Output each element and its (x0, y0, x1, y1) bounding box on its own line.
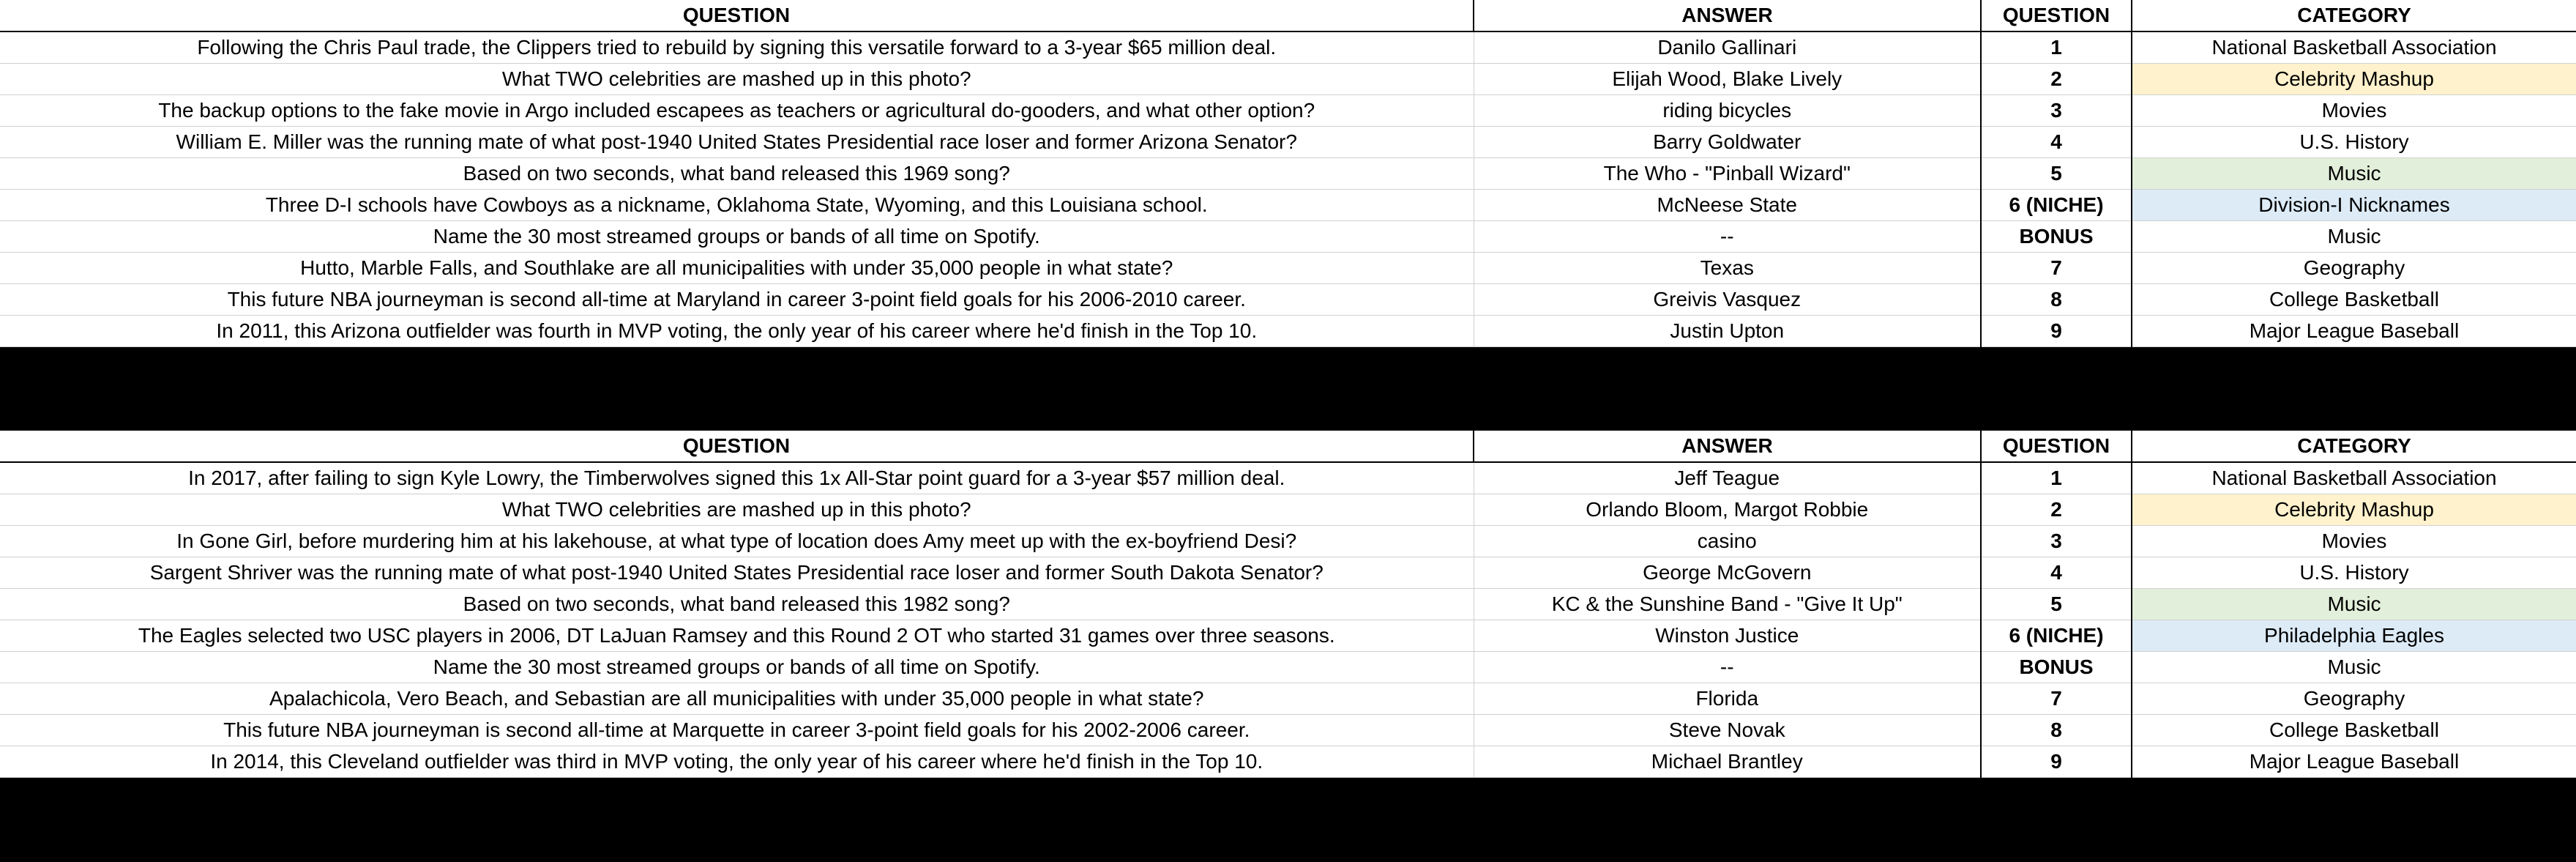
question-number-cell[interactable]: 4 (1981, 557, 2132, 589)
question-cell[interactable]: What TWO celebrities are mashed up in this photo? (0, 494, 1474, 526)
question-number-cell[interactable]: 5 (1981, 158, 2132, 190)
question-number-cell[interactable]: 1 (1981, 31, 2132, 64)
trivia-grid-2 (0, 431, 2576, 778)
question-header[interactable]: QUESTION (0, 0, 1474, 31)
table-row (0, 316, 2576, 347)
category-cell[interactable]: College Basketball (2132, 715, 2576, 746)
question-number-cell[interactable]: 1 (1981, 462, 2132, 494)
question-cell[interactable]: The Eagles selected two USC players in 2006, DT LaJuan Ramsey and this Round 2 OT who started 31 games over three seasons. (0, 620, 1474, 652)
category-cell[interactable]: Major League Baseball (2132, 316, 2576, 347)
question-number-cell[interactable]: 7 (1981, 253, 2132, 284)
question-header[interactable]: QUESTION (0, 431, 1474, 462)
answer-cell[interactable]: casino (1474, 526, 1981, 557)
table-row (0, 127, 2576, 158)
answer-cell[interactable]: McNeese State (1474, 190, 1981, 221)
question-number-cell[interactable]: BONUS (1981, 221, 2132, 253)
answer-cell[interactable]: Orlando Bloom, Margot Robbie (1474, 494, 1981, 526)
question-cell[interactable]: What TWO celebrities are mashed up in this photo? (0, 64, 1474, 95)
answer-cell[interactable]: Greivis Vasquez (1474, 284, 1981, 316)
answer-cell[interactable]: Florida (1474, 683, 1981, 715)
category-cell[interactable]: Geography (2132, 683, 2576, 715)
category-cell[interactable]: Celebrity Mashup (2132, 494, 2576, 526)
table-row (0, 589, 2576, 620)
table-row (0, 652, 2576, 683)
question-number-cell[interactable]: 8 (1981, 284, 2132, 316)
question-number-cell[interactable]: 6 (NICHE) (1981, 620, 2132, 652)
table-row (0, 64, 2576, 95)
question-cell[interactable]: Three D-I schools have Cowboys as a nickname, Oklahoma State, Wyoming, and this Louisiana school. (0, 190, 1474, 221)
table-row (0, 158, 2576, 190)
question-number-cell[interactable]: 4 (1981, 127, 2132, 158)
answer-cell[interactable]: Barry Goldwater (1474, 127, 1981, 158)
question-cell[interactable]: Name the 30 most streamed groups or bands of all time on Spotify. (0, 652, 1474, 683)
question-cell[interactable]: This future NBA journeyman is second all-time at Maryland in career 3-point field goals for his 2006-2010 career. (0, 284, 1474, 316)
answer-cell[interactable]: KC & the Sunshine Band - "Give It Up" (1474, 589, 1981, 620)
category-cell[interactable]: Music (2132, 652, 2576, 683)
table-body-2 (0, 462, 2576, 778)
category-cell[interactable]: Division-I Nicknames (2132, 190, 2576, 221)
table-row (0, 31, 2576, 64)
category-cell[interactable]: Music (2132, 589, 2576, 620)
answer-cell[interactable]: riding bicycles (1474, 95, 1981, 127)
answer-header[interactable]: ANSWER (1474, 431, 1981, 462)
table-row (0, 746, 2576, 778)
question-cell[interactable]: William E. Miller was the running mate of what post-1940 United States Presidential race loser and former Arizona Senator? (0, 127, 1474, 158)
table-row (0, 253, 2576, 284)
category-header[interactable]: CATEGORY (2132, 0, 2576, 31)
question-cell[interactable]: Sargent Shriver was the running mate of what post-1940 United States Presidential race loser and former South Dakota Senator? (0, 557, 1474, 589)
question-cell[interactable]: In Gone Girl, before murdering him at his lakehouse, at what type of location does Amy meet up with the ex-boyfriend Desi? (0, 526, 1474, 557)
question-cell[interactable]: The backup options to the fake movie in Argo included escapees as teachers or agricultural do-gooders, and what other option? (0, 95, 1474, 127)
question-number-cell[interactable]: BONUS (1981, 652, 2132, 683)
category-cell[interactable]: Music (2132, 158, 2576, 190)
table-row (0, 190, 2576, 221)
category-cell[interactable]: Celebrity Mashup (2132, 64, 2576, 95)
question-number-cell[interactable]: 3 (1981, 95, 2132, 127)
answer-cell[interactable]: Texas (1474, 253, 1981, 284)
question-cell[interactable]: This future NBA journeyman is second all-time at Marquette in career 3-point field goals for his 2002-2006 career. (0, 715, 1474, 746)
question-number-cell[interactable]: 8 (1981, 715, 2132, 746)
question-cell[interactable]: Based on two seconds, what band released this 1969 song? (0, 158, 1474, 190)
answer-cell[interactable]: Michael Brantley (1474, 746, 1981, 778)
header-row (0, 431, 2576, 462)
table-row (0, 557, 2576, 589)
question-cell[interactable]: In 2014, this Cleveland outfielder was third in MVP voting, the only year of his career where he'd finish in the Top 10. (0, 746, 1474, 778)
question-cell[interactable]: Following the Chris Paul trade, the Clippers tried to rebuild by signing this versatile forward to a 3-year $65 million deal. (0, 31, 1474, 64)
category-cell[interactable]: Movies (2132, 95, 2576, 127)
question-number-cell[interactable]: 5 (1981, 589, 2132, 620)
trivia-table-1 (0, 0, 2576, 347)
table-row (0, 221, 2576, 253)
answer-cell[interactable]: -- (1474, 652, 1981, 683)
question-cell[interactable]: Name the 30 most streamed groups or bands of all time on Spotify. (0, 221, 1474, 253)
table-row (0, 526, 2576, 557)
trivia-grid-1 (0, 0, 2576, 347)
question-cell[interactable]: Apalachicola, Vero Beach, and Sebastian are all municipalities with under 35,000 people in what state? (0, 683, 1474, 715)
answer-cell[interactable]: -- (1474, 221, 1981, 253)
category-cell[interactable]: College Basketball (2132, 284, 2576, 316)
category-cell[interactable]: Geography (2132, 253, 2576, 284)
question-cell[interactable]: Based on two seconds, what band released this 1982 song? (0, 589, 1474, 620)
question-number-header[interactable]: QUESTION (1981, 0, 2132, 31)
table-row (0, 462, 2576, 494)
answer-cell[interactable]: George McGovern (1474, 557, 1981, 589)
question-cell[interactable]: In 2011, this Arizona outfielder was fourth in MVP voting, the only year of his career where he'd finish in the Top 10. (0, 316, 1474, 347)
question-cell[interactable]: In 2017, after failing to sign Kyle Lowry, the Timberwolves signed this 1x All-Star point guard for a 3-year $57 million deal. (0, 462, 1474, 494)
category-header[interactable]: CATEGORY (2132, 431, 2576, 462)
category-cell[interactable]: U.S. History (2132, 557, 2576, 589)
question-number-cell[interactable]: 9 (1981, 316, 2132, 347)
table-row (0, 620, 2576, 652)
answer-cell[interactable]: Jeff Teague (1474, 462, 1981, 494)
category-cell[interactable]: U.S. History (2132, 127, 2576, 158)
question-number-header[interactable]: QUESTION (1981, 431, 2132, 462)
table-row (0, 715, 2576, 746)
category-cell[interactable]: Music (2132, 221, 2576, 253)
question-number-cell[interactable]: 3 (1981, 526, 2132, 557)
table-body-1 (0, 31, 2576, 347)
question-cell[interactable]: Hutto, Marble Falls, and Southlake are all municipalities with under 35,000 people in what state? (0, 253, 1474, 284)
category-cell[interactable]: Major League Baseball (2132, 746, 2576, 778)
question-number-cell[interactable]: 2 (1981, 64, 2132, 95)
table-row (0, 494, 2576, 526)
question-number-cell[interactable]: 6 (NICHE) (1981, 190, 2132, 221)
question-number-cell[interactable]: 7 (1981, 683, 2132, 715)
question-number-cell[interactable]: 9 (1981, 746, 2132, 778)
answer-cell[interactable]: Elijah Wood, Blake Lively (1474, 64, 1981, 95)
table-row (0, 683, 2576, 715)
category-cell[interactable]: National Basketball Association (2132, 31, 2576, 64)
table-row (0, 95, 2576, 127)
question-number-cell[interactable]: 2 (1981, 494, 2132, 526)
table-row (0, 284, 2576, 316)
answer-cell[interactable]: Steve Novak (1474, 715, 1981, 746)
answer-cell[interactable]: Winston Justice (1474, 620, 1981, 652)
answer-cell[interactable]: Justin Upton (1474, 316, 1981, 347)
category-cell[interactable]: Philadelphia Eagles (2132, 620, 2576, 652)
trivia-table-2 (0, 431, 2576, 778)
answer-header[interactable]: ANSWER (1474, 0, 1981, 31)
header-row (0, 0, 2576, 31)
category-cell[interactable]: National Basketball Association (2132, 462, 2576, 494)
category-cell[interactable]: Movies (2132, 526, 2576, 557)
answer-cell[interactable]: Danilo Gallinari (1474, 31, 1981, 64)
answer-cell[interactable]: The Who - "Pinball Wizard" (1474, 158, 1981, 190)
